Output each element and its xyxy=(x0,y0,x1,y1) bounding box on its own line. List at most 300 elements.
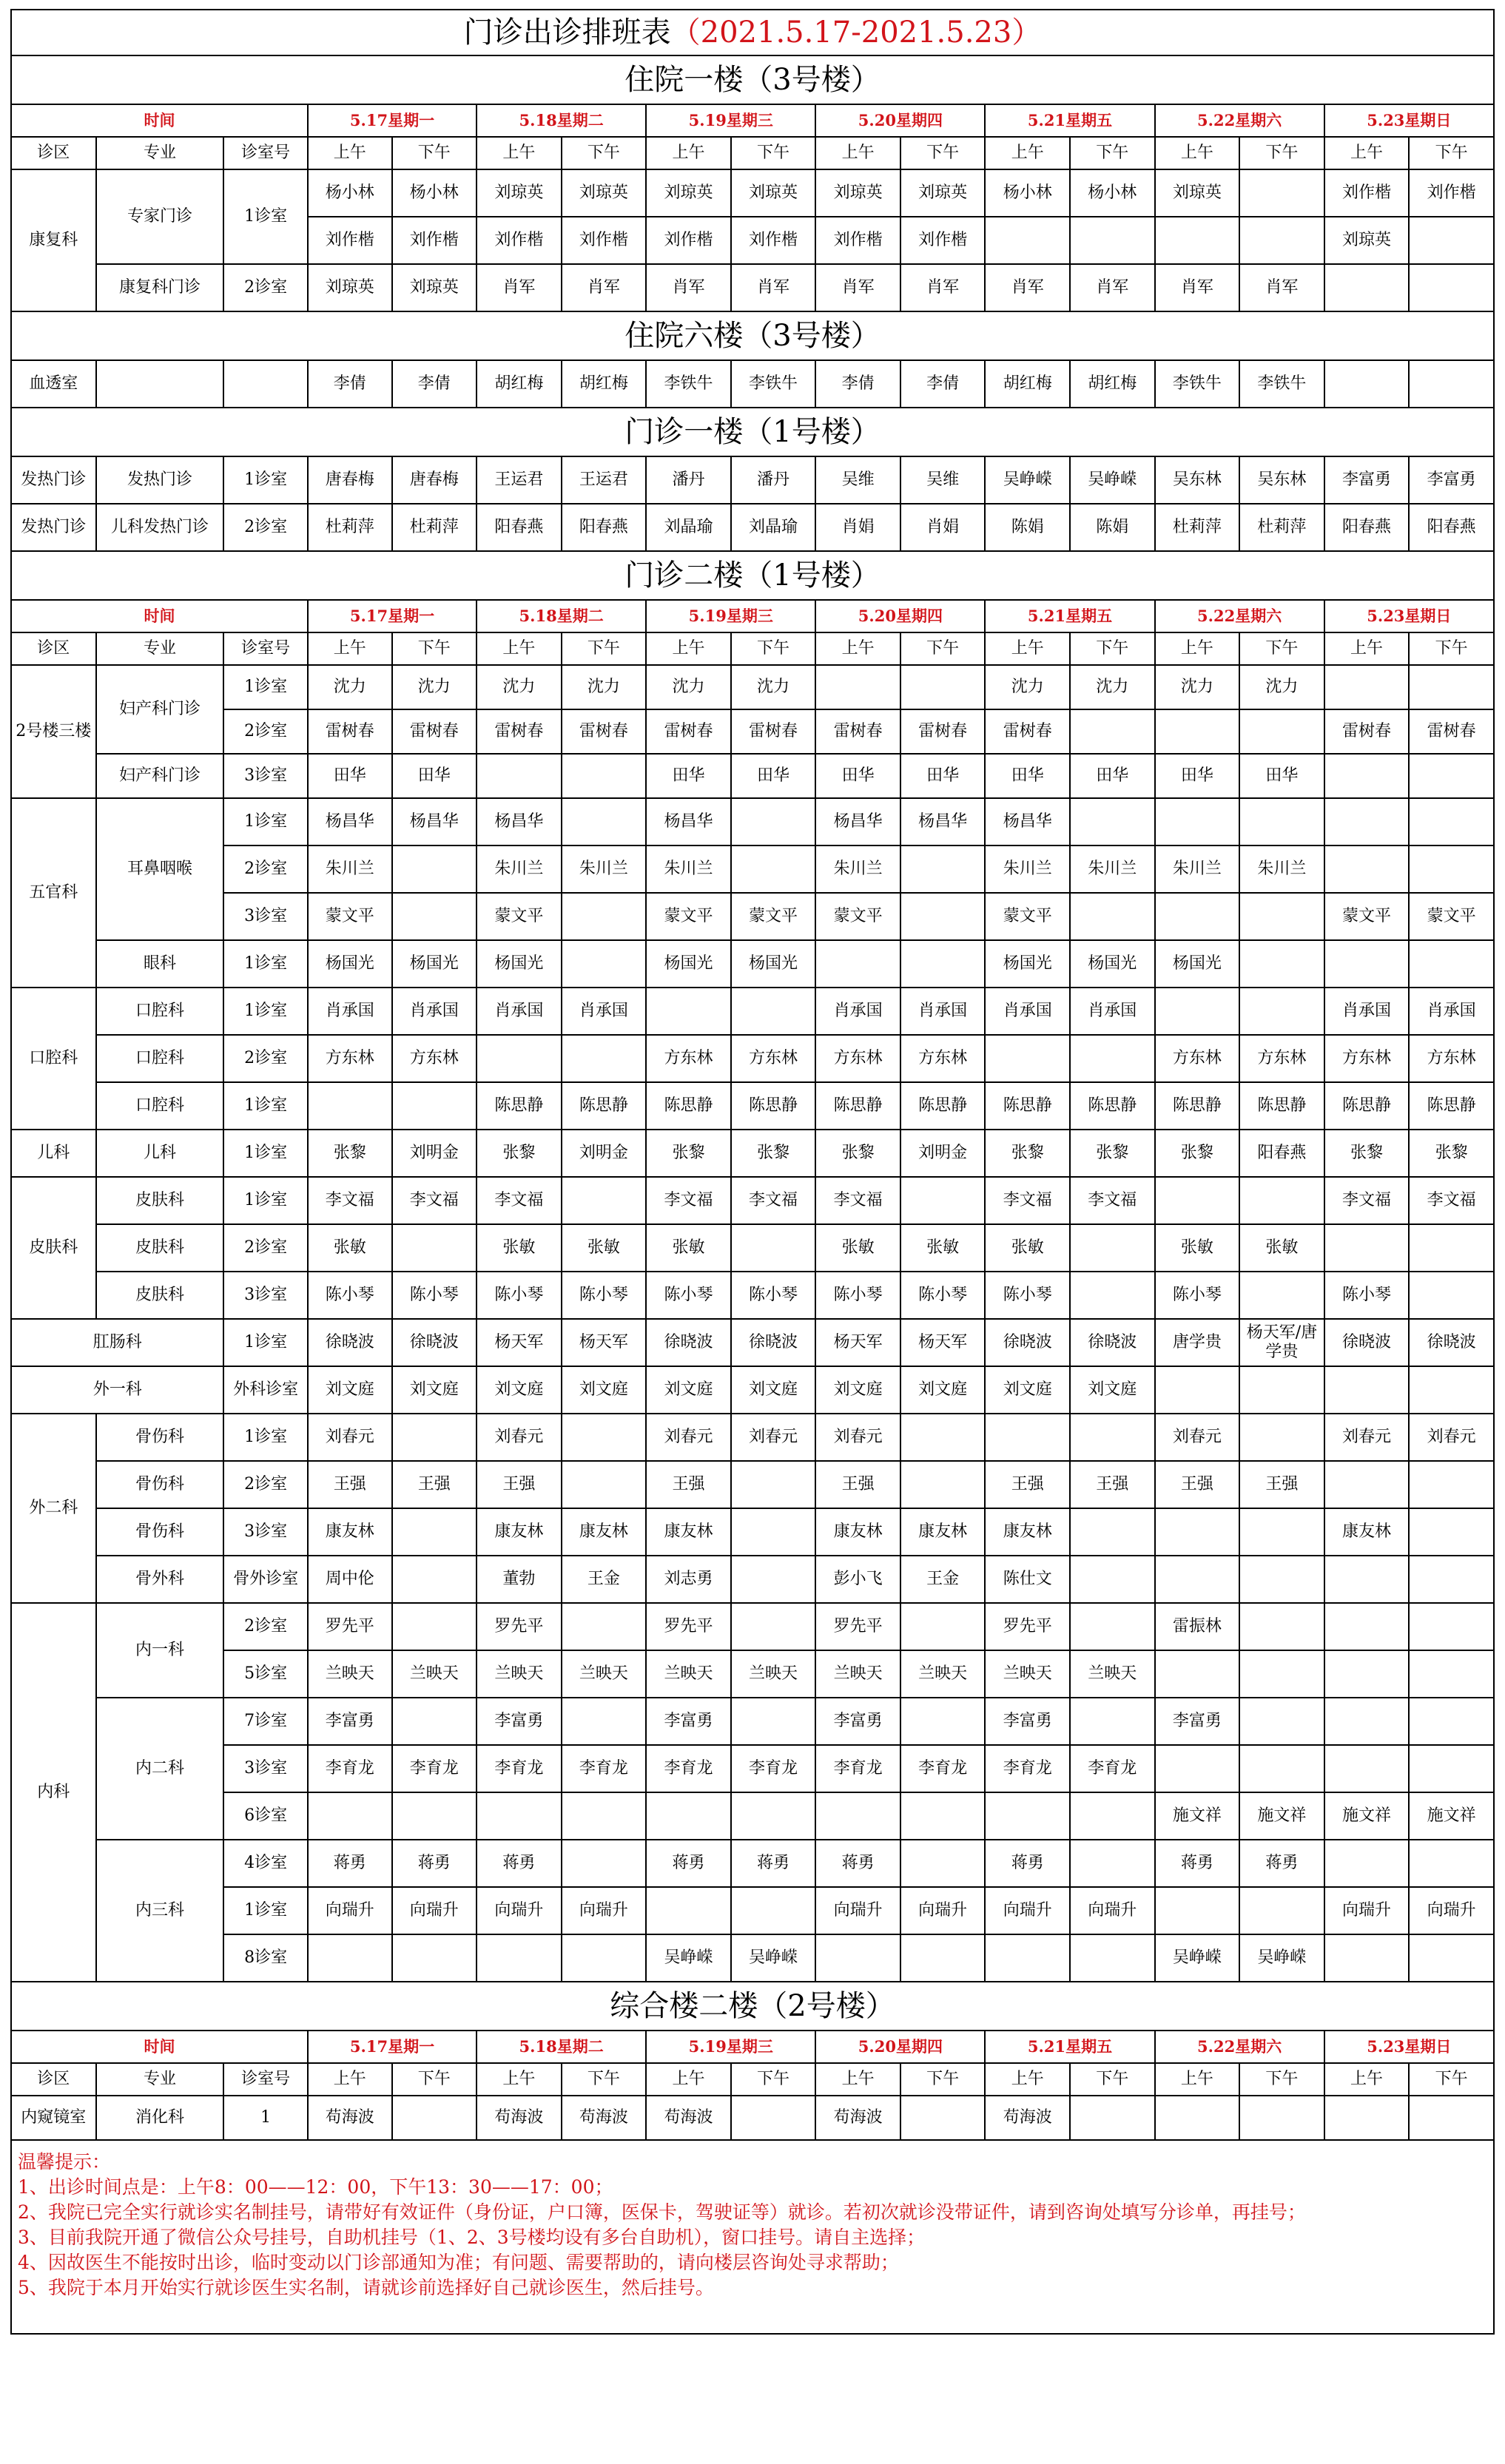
doctor-cell: 田华 xyxy=(1155,754,1240,798)
doctor-cell xyxy=(1239,169,1324,217)
doctor-cell: 李文福 xyxy=(1409,1177,1494,1224)
doctor-cell xyxy=(985,1414,1070,1461)
doctor-cell xyxy=(562,940,647,988)
doctor-cell xyxy=(562,1934,647,1982)
table-row xyxy=(11,1934,1494,1982)
doctor-cell: 蒙文平 xyxy=(815,893,900,940)
am-header: 上午 xyxy=(477,632,562,665)
doctor-cell: 潘丹 xyxy=(731,456,816,504)
table-row xyxy=(11,2096,1494,2140)
doctor-cell: 蒋勇 xyxy=(731,1840,816,1887)
doctor-cell xyxy=(646,1792,731,1840)
doctor-cell: 李富勇 xyxy=(1409,456,1494,504)
doctor-cell xyxy=(562,1698,647,1745)
doctor-cell xyxy=(1324,1840,1410,1887)
doctor-cell xyxy=(815,940,900,988)
doctor-cell: 刘文庭 xyxy=(308,1366,392,1414)
doctor-cell xyxy=(985,1934,1070,1982)
am-header: 上午 xyxy=(1155,2063,1240,2096)
doctor-cell: 吴东林 xyxy=(1239,456,1324,504)
pm-header: 下午 xyxy=(731,137,816,169)
room-number: 2诊室 xyxy=(223,264,308,311)
doctor-cell: 徐晓波 xyxy=(308,1319,392,1366)
pm-header: 下午 xyxy=(1409,2063,1494,2096)
doctor-cell: 李文福 xyxy=(985,1177,1070,1224)
doctor-cell xyxy=(1239,2096,1324,2140)
doctor-cell: 杨小林 xyxy=(392,169,477,217)
doctor-cell: 杨国光 xyxy=(646,940,731,988)
am-header: 上午 xyxy=(477,2063,562,2096)
doctor-cell: 杨昌华 xyxy=(477,798,562,845)
day-header: 5.23星期日 xyxy=(1324,600,1494,632)
doctor-cell: 陈思静 xyxy=(1324,1082,1410,1130)
doctor-cell: 彭小飞 xyxy=(815,1556,900,1603)
doctor-cell: 王强 xyxy=(985,1461,1070,1508)
doctor-cell xyxy=(900,893,986,940)
room-number: 3诊室 xyxy=(223,1508,308,1556)
doctor-cell xyxy=(1155,1745,1240,1792)
doctor-cell: 李铁牛 xyxy=(1155,360,1240,408)
table-row xyxy=(11,988,1494,1035)
doctor-cell: 兰映天 xyxy=(646,1650,731,1698)
doctor-cell xyxy=(1409,1461,1494,1508)
doctor-cell xyxy=(1155,798,1240,845)
area-name: 内窥镜室 xyxy=(11,2096,96,2140)
doctor-cell xyxy=(731,1461,816,1508)
doctor-cell: 田华 xyxy=(1239,754,1324,798)
time-header: 时间 xyxy=(11,104,308,137)
table-row xyxy=(11,940,1494,988)
doctor-cell: 康友林 xyxy=(308,1508,392,1556)
dept-name: 骨外科 xyxy=(96,1556,224,1603)
doctor-cell xyxy=(1155,988,1240,1035)
doctor-cell xyxy=(1239,798,1324,845)
doctor-cell xyxy=(1239,1508,1324,1556)
doctor-cell: 张黎 xyxy=(731,1130,816,1177)
table-row xyxy=(11,504,1494,551)
doctor-cell: 李育龙 xyxy=(392,1745,477,1792)
room-number: 2诊室 xyxy=(223,1035,308,1082)
day-header: 5.21星期五 xyxy=(985,2031,1154,2063)
doctor-cell: 刘作楷 xyxy=(731,217,816,264)
doctor-cell: 蒋勇 xyxy=(1155,1840,1240,1887)
doctor-cell: 刘春元 xyxy=(1409,1414,1494,1461)
area-name: 发热门诊 xyxy=(11,456,96,504)
doctor-cell: 李文福 xyxy=(815,1177,900,1224)
table-row xyxy=(11,1508,1494,1556)
table-row xyxy=(11,632,1494,665)
doctor-cell: 李富勇 xyxy=(815,1698,900,1745)
am-header: 上午 xyxy=(985,2063,1070,2096)
doctor-cell: 张黎 xyxy=(1409,1130,1494,1177)
doctor-cell: 杨昌华 xyxy=(392,798,477,845)
doctor-cell: 康友林 xyxy=(900,1508,986,1556)
doctor-cell: 李文福 xyxy=(308,1177,392,1224)
table-row xyxy=(11,893,1494,940)
doctor-cell: 张黎 xyxy=(646,1130,731,1177)
doctor-cell: 刘文庭 xyxy=(985,1366,1070,1414)
doctor-cell: 李育龙 xyxy=(815,1745,900,1792)
section-title: 综合楼二楼（2号楼） xyxy=(11,1982,1494,2031)
dept-name: 妇产科门诊 xyxy=(96,754,224,798)
doctor-cell xyxy=(1239,1603,1324,1650)
doctor-cell: 吴东林 xyxy=(1155,456,1240,504)
table-row xyxy=(11,408,1494,456)
notice-item: 4、因故医生不能按时出诊，临时变动以门诊部通知为准；有问题、需要帮助的，请向楼层咨询处寻求帮助； xyxy=(18,2252,899,2273)
doctor-cell: 刘春元 xyxy=(646,1414,731,1461)
doctor-cell: 张敏 xyxy=(1155,1224,1240,1272)
room-number: 2诊室 xyxy=(223,845,308,893)
doctor-cell: 杨昌华 xyxy=(646,798,731,845)
time-header: 时间 xyxy=(11,600,308,632)
doctor-cell: 施文祥 xyxy=(1409,1792,1494,1840)
room-header: 诊室号 xyxy=(223,2063,308,2096)
doctor-cell xyxy=(731,2096,816,2140)
doctor-cell: 肖承国 xyxy=(815,988,900,1035)
pm-header: 下午 xyxy=(1409,137,1494,169)
area-name: 血透室 xyxy=(11,360,96,408)
doctor-cell: 李倩 xyxy=(815,360,900,408)
doctor-cell: 施文祥 xyxy=(1324,1792,1410,1840)
dept-name: 眼科 xyxy=(96,940,224,988)
doctor-cell: 蒙文平 xyxy=(731,893,816,940)
doctor-cell xyxy=(1155,1508,1240,1556)
schedule-table xyxy=(10,9,1495,2141)
doctor-cell: 康友林 xyxy=(985,1508,1070,1556)
doctor-cell: 蒋勇 xyxy=(477,1840,562,1887)
doctor-cell xyxy=(1070,1035,1155,1082)
doctor-cell: 肖军 xyxy=(1155,264,1240,311)
doctor-cell: 张黎 xyxy=(1324,1130,1410,1177)
doctor-cell: 李富勇 xyxy=(646,1698,731,1745)
doctor-cell: 王强 xyxy=(392,1461,477,1508)
doctor-cell: 杨小林 xyxy=(985,169,1070,217)
doctor-cell xyxy=(646,988,731,1035)
doctor-cell: 兰映天 xyxy=(900,1650,986,1698)
doctor-cell: 陈思静 xyxy=(1239,1082,1324,1130)
doctor-cell: 雷树春 xyxy=(562,709,647,754)
day-header: 5.22星期六 xyxy=(1155,104,1324,137)
doctor-cell: 肖军 xyxy=(562,264,647,311)
dept-name xyxy=(96,360,224,408)
room-number: 3诊室 xyxy=(223,754,308,798)
doctor-cell: 刘作楷 xyxy=(392,217,477,264)
doctor-cell: 刘琼英 xyxy=(392,264,477,311)
doctor-cell xyxy=(731,988,816,1035)
doctor-cell xyxy=(1239,988,1324,1035)
room-number: 1诊室 xyxy=(223,1887,308,1934)
am-header: 上午 xyxy=(308,632,392,665)
table-row xyxy=(11,754,1494,798)
doctor-cell xyxy=(1409,1272,1494,1319)
doctor-cell xyxy=(1324,845,1410,893)
doctor-cell: 杨天军 xyxy=(477,1319,562,1366)
table-row xyxy=(11,1887,1494,1934)
room-number: 1诊室 xyxy=(223,1319,308,1366)
am-header: 上午 xyxy=(815,632,900,665)
table-row xyxy=(11,551,1494,600)
doctor-cell xyxy=(731,1224,816,1272)
doctor-cell: 向瑞升 xyxy=(562,1887,647,1934)
table-row xyxy=(11,1272,1494,1319)
doctor-cell xyxy=(731,1698,816,1745)
doctor-cell xyxy=(562,1414,647,1461)
doctor-cell: 康友林 xyxy=(646,1508,731,1556)
doctor-cell xyxy=(1070,1272,1155,1319)
section-title: 住院一楼（3号楼） xyxy=(11,55,1494,104)
doctor-cell xyxy=(1324,360,1410,408)
doctor-cell: 刘文庭 xyxy=(731,1366,816,1414)
doctor-cell xyxy=(900,1414,986,1461)
am-header: 上午 xyxy=(308,2063,392,2096)
doctor-cell: 沈力 xyxy=(308,665,392,709)
am-header: 上午 xyxy=(1155,632,1240,665)
doctor-cell xyxy=(1409,1650,1494,1698)
doctor-cell: 朱川兰 xyxy=(562,845,647,893)
doctor-cell: 方东林 xyxy=(308,1035,392,1082)
doctor-cell xyxy=(1155,217,1240,264)
doctor-cell xyxy=(562,1461,647,1508)
dept-name: 内一科 xyxy=(96,1603,224,1698)
doctor-cell xyxy=(1409,940,1494,988)
doctor-cell: 沈力 xyxy=(477,665,562,709)
dept-name: 内二科 xyxy=(96,1698,224,1840)
doctor-cell: 杜莉萍 xyxy=(1155,504,1240,551)
pm-header: 下午 xyxy=(1070,137,1155,169)
doctor-cell: 张敏 xyxy=(985,1224,1070,1272)
table-row xyxy=(11,1556,1494,1603)
doctor-cell xyxy=(1155,1177,1240,1224)
doctor-cell: 张敏 xyxy=(815,1224,900,1272)
doctor-cell: 肖军 xyxy=(900,264,986,311)
room-number: 2诊室 xyxy=(223,1224,308,1272)
doctor-cell: 吴峥嵘 xyxy=(985,456,1070,504)
doctor-cell xyxy=(900,1840,986,1887)
doctor-cell: 康友林 xyxy=(562,1508,647,1556)
day-header: 5.18星期二 xyxy=(477,600,646,632)
doctor-cell: 吴峥嵘 xyxy=(1070,456,1155,504)
doctor-cell: 肖军 xyxy=(646,264,731,311)
doctor-cell: 蒙文平 xyxy=(1324,893,1410,940)
pm-header: 下午 xyxy=(900,137,986,169)
pm-header: 下午 xyxy=(392,632,477,665)
doctor-cell xyxy=(1409,798,1494,845)
dept-name: 消化科 xyxy=(96,2096,224,2140)
doctor-cell: 刘琼英 xyxy=(1324,217,1410,264)
doctor-cell: 肖娟 xyxy=(900,504,986,551)
doctor-cell: 刘琼英 xyxy=(646,169,731,217)
doctor-cell: 肖娟 xyxy=(815,504,900,551)
doctor-cell: 徐晓波 xyxy=(646,1319,731,1366)
table-row xyxy=(11,1650,1494,1698)
doctor-cell xyxy=(562,1035,647,1082)
doctor-cell xyxy=(392,1082,477,1130)
doctor-cell: 张敏 xyxy=(1239,1224,1324,1272)
doctor-cell xyxy=(477,1792,562,1840)
doctor-cell: 陈小琴 xyxy=(477,1272,562,1319)
doctor-cell: 徐晓波 xyxy=(985,1319,1070,1366)
doctor-cell: 胡红梅 xyxy=(477,360,562,408)
doctor-cell: 兰映天 xyxy=(731,1650,816,1698)
doctor-cell: 王强 xyxy=(477,1461,562,1508)
doctor-cell: 王强 xyxy=(815,1461,900,1508)
room-number: 1诊室 xyxy=(223,1414,308,1461)
table-row xyxy=(11,456,1494,504)
doctor-cell: 蒋勇 xyxy=(815,1840,900,1887)
table-row xyxy=(11,1461,1494,1508)
doctor-cell: 张敏 xyxy=(646,1224,731,1272)
doctor-cell xyxy=(1239,1414,1324,1461)
doctor-cell xyxy=(900,1792,986,1840)
title-text: 门诊出诊排班表 xyxy=(463,16,671,50)
doctor-cell: 陈小琴 xyxy=(815,1272,900,1319)
dept-name: 皮肤科 xyxy=(96,1177,224,1224)
doctor-cell xyxy=(900,1934,986,1982)
day-header: 5.19星期三 xyxy=(646,104,815,137)
doctor-cell: 田华 xyxy=(646,754,731,798)
doctor-cell: 向瑞升 xyxy=(1409,1887,1494,1934)
area-name: 发热门诊 xyxy=(11,504,96,551)
table-row xyxy=(11,798,1494,845)
doctor-cell: 杨昌华 xyxy=(900,798,986,845)
doctor-cell: 阳春燕 xyxy=(1324,504,1410,551)
doctor-cell: 杨国光 xyxy=(1070,940,1155,988)
doctor-cell: 雷树春 xyxy=(477,709,562,754)
day-header: 5.19星期三 xyxy=(646,2031,815,2063)
doctor-cell: 田华 xyxy=(1070,754,1155,798)
doctor-cell xyxy=(562,798,647,845)
room-number: 7诊室 xyxy=(223,1698,308,1745)
doctor-cell xyxy=(1409,264,1494,311)
doctor-cell: 杨国光 xyxy=(308,940,392,988)
doctor-cell: 张敏 xyxy=(477,1224,562,1272)
table-row xyxy=(11,104,1494,137)
doctor-cell: 杨天军/唐学贵 xyxy=(1239,1319,1324,1366)
doctor-cell: 陈小琴 xyxy=(1324,1272,1410,1319)
doctor-cell: 刘明金 xyxy=(900,1130,986,1177)
am-header: 上午 xyxy=(1324,632,1410,665)
doctor-cell xyxy=(1409,2096,1494,2140)
doctor-cell: 陈思静 xyxy=(985,1082,1070,1130)
doctor-cell: 刘作楷 xyxy=(815,217,900,264)
am-header: 上午 xyxy=(308,137,392,169)
doctor-cell: 施文祥 xyxy=(1155,1792,1240,1840)
doctor-cell: 刘春元 xyxy=(477,1414,562,1461)
room-number: 3诊室 xyxy=(223,1745,308,1792)
am-header: 上午 xyxy=(1324,2063,1410,2096)
doctor-cell xyxy=(562,1603,647,1650)
table-row xyxy=(11,600,1494,632)
doctor-cell: 田华 xyxy=(731,754,816,798)
doctor-cell: 沈力 xyxy=(646,665,731,709)
doctor-cell: 杜莉萍 xyxy=(392,504,477,551)
area-header: 诊区 xyxy=(11,632,96,665)
room-number: 1诊室 xyxy=(223,456,308,504)
doctor-cell: 刘琼英 xyxy=(731,169,816,217)
doctor-cell: 兰映天 xyxy=(985,1650,1070,1698)
area-header: 诊区 xyxy=(11,2063,96,2096)
doctor-cell: 杨国光 xyxy=(985,940,1070,988)
doctor-cell: 肖军 xyxy=(731,264,816,311)
table-row xyxy=(11,709,1494,754)
doctor-cell: 兰映天 xyxy=(308,1650,392,1698)
doctor-cell: 吴维 xyxy=(815,456,900,504)
doctor-cell: 张黎 xyxy=(985,1130,1070,1177)
doctor-cell: 李育龙 xyxy=(1070,1745,1155,1792)
doctor-cell: 李育龙 xyxy=(477,1745,562,1792)
doctor-cell xyxy=(1239,1887,1324,1934)
doctor-cell xyxy=(1324,665,1410,709)
doctor-cell: 杨小林 xyxy=(1070,169,1155,217)
room-number: 2诊室 xyxy=(223,709,308,754)
room-number: 3诊室 xyxy=(223,893,308,940)
pm-header: 下午 xyxy=(392,137,477,169)
room-number xyxy=(223,360,308,408)
doctor-cell: 阳春燕 xyxy=(477,504,562,551)
doctor-cell: 杨天军 xyxy=(815,1319,900,1366)
doctor-cell: 吴峥嵘 xyxy=(731,1934,816,1982)
doctor-cell: 刘春元 xyxy=(815,1414,900,1461)
doctor-cell: 雷树春 xyxy=(1409,709,1494,754)
doctor-cell xyxy=(1070,1792,1155,1840)
doctor-cell: 刘琼英 xyxy=(815,169,900,217)
doctor-cell: 张黎 xyxy=(477,1130,562,1177)
doctor-cell: 陈小琴 xyxy=(731,1272,816,1319)
doctor-cell: 蒋勇 xyxy=(985,1840,1070,1887)
doctor-cell: 刘志勇 xyxy=(646,1556,731,1603)
doctor-cell: 肖承国 xyxy=(1324,988,1410,1035)
doctor-cell xyxy=(731,1792,816,1840)
doctor-cell xyxy=(1239,1177,1324,1224)
doctor-cell xyxy=(1239,893,1324,940)
doctor-cell: 李文福 xyxy=(1324,1177,1410,1224)
doctor-cell: 胡红梅 xyxy=(562,360,647,408)
pm-header: 下午 xyxy=(1070,632,1155,665)
doctor-cell: 杨昌华 xyxy=(815,798,900,845)
doctor-cell: 朱川兰 xyxy=(815,845,900,893)
doctor-cell: 方东林 xyxy=(646,1035,731,1082)
doctor-cell: 向瑞升 xyxy=(900,1887,986,1934)
doctor-cell: 雷树春 xyxy=(731,709,816,754)
doctor-cell: 向瑞升 xyxy=(815,1887,900,1934)
doctor-cell: 刘作楷 xyxy=(562,217,647,264)
doctor-cell xyxy=(1070,893,1155,940)
table-row xyxy=(11,1319,1494,1366)
doctor-cell: 杨昌华 xyxy=(985,798,1070,845)
table-row xyxy=(11,1130,1494,1177)
doctor-cell: 刘晶瑜 xyxy=(646,504,731,551)
doctor-cell: 雷树春 xyxy=(646,709,731,754)
doctor-cell xyxy=(1324,264,1410,311)
room-number: 8诊室 xyxy=(223,1934,308,1982)
doctor-cell: 陈仕文 xyxy=(985,1556,1070,1603)
doctor-cell: 王强 xyxy=(1239,1461,1324,1508)
doctor-cell xyxy=(1239,709,1324,754)
doctor-cell: 刘作楷 xyxy=(477,217,562,264)
doctor-cell xyxy=(562,754,647,798)
table-row xyxy=(11,1224,1494,1272)
room-number: 2诊室 xyxy=(223,1603,308,1650)
doctor-cell: 朱川兰 xyxy=(1155,845,1240,893)
doctor-cell: 肖承国 xyxy=(477,988,562,1035)
dept-name: 骨伤科 xyxy=(96,1461,224,1508)
doctor-cell xyxy=(1070,1224,1155,1272)
doctor-cell: 陈思静 xyxy=(562,1082,647,1130)
doctor-cell: 肖承国 xyxy=(308,988,392,1035)
doctor-cell: 朱川兰 xyxy=(308,845,392,893)
doctor-cell: 刘琼英 xyxy=(477,169,562,217)
doctor-cell xyxy=(562,1840,647,1887)
